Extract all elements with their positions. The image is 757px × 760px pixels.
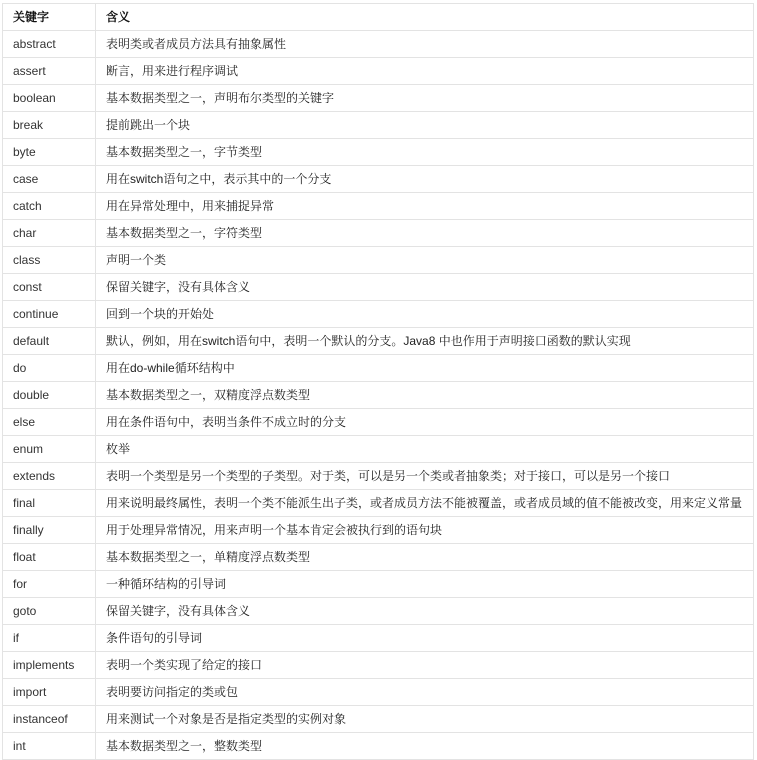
table-row [3, 58, 754, 85]
keyword-cell: extends [3, 463, 96, 490]
table-row [3, 463, 754, 490]
table-row [3, 652, 754, 679]
meaning-cell: 保留关键字，没有具体含义 [96, 598, 754, 625]
keyword-cell: float [3, 544, 96, 571]
keyword-cell: import [3, 679, 96, 706]
table-row [3, 139, 754, 166]
meaning-cell: 基本数据类型之一，字节类型 [96, 139, 754, 166]
meaning-cell: 表明类或者成员方法具有抽象属性 [96, 31, 754, 58]
keyword-cell: else [3, 409, 96, 436]
table-row [3, 328, 754, 355]
keyword-cell: break [3, 112, 96, 139]
keyword-cell: int [3, 733, 96, 760]
keyword-cell: char [3, 220, 96, 247]
meaning-cell: 基本数据类型之一，声明布尔类型的关键字 [96, 85, 754, 112]
meaning-cell: 条件语句的引导词 [96, 625, 754, 652]
meaning-cell: 用来说明最终属性，表明一个类不能派生出子类，或者成员方法不能被覆盖，或者成员域的值不能被改变，用来定义常量 [96, 490, 754, 517]
table-body [3, 31, 754, 760]
table-row [3, 571, 754, 598]
table-row [3, 220, 754, 247]
table-row [3, 247, 754, 274]
meaning-cell: 基本数据类型之一，单精度浮点数类型 [96, 544, 754, 571]
keyword-cell: boolean [3, 85, 96, 112]
table-row [3, 490, 754, 517]
meaning-cell: 表明一个类型是另一个类型的子类型。对于类，可以是另一个类或者抽象类；对于接口，可以是另一个接口 [96, 463, 754, 490]
table-row [3, 544, 754, 571]
table-row [3, 517, 754, 544]
table-row [3, 112, 754, 139]
meaning-cell: 基本数据类型之一，整数类型 [96, 733, 754, 760]
table-row [3, 679, 754, 706]
keyword-cell: abstract [3, 31, 96, 58]
meaning-cell: 用在do-while循环结构中 [96, 355, 754, 382]
keyword-cell: for [3, 571, 96, 598]
meaning-cell: 表明要访问指定的类或包 [96, 679, 754, 706]
meaning-cell: 表明一个类实现了给定的接口 [96, 652, 754, 679]
keyword-cell: goto [3, 598, 96, 625]
keyword-cell: catch [3, 193, 96, 220]
meaning-cell: 枚举 [96, 436, 754, 463]
keyword-cell: default [3, 328, 96, 355]
table-row [3, 301, 754, 328]
meaning-cell: 声明一个类 [96, 247, 754, 274]
meaning-cell: 用来测试一个对象是否是指定类型的实例对象 [96, 706, 754, 733]
meaning-cell: 保留关键字，没有具体含义 [96, 274, 754, 301]
table-row [3, 193, 754, 220]
header-keyword: 关键字 [3, 4, 96, 31]
keyword-cell: const [3, 274, 96, 301]
keyword-cell: enum [3, 436, 96, 463]
meaning-cell: 一种循环结构的引导词 [96, 571, 754, 598]
meaning-cell: 基本数据类型之一，双精度浮点数类型 [96, 382, 754, 409]
keyword-cell: double [3, 382, 96, 409]
meaning-cell: 用于处理异常情况，用来声明一个基本肯定会被执行到的语句块 [96, 517, 754, 544]
meaning-cell: 基本数据类型之一，字符类型 [96, 220, 754, 247]
keyword-cell: final [3, 490, 96, 517]
table-row [3, 355, 754, 382]
table-row [3, 598, 754, 625]
keyword-cell: finally [3, 517, 96, 544]
table-row [3, 166, 754, 193]
table-row [3, 382, 754, 409]
meaning-cell: 用在switch语句之中，表示其中的一个分支 [96, 166, 754, 193]
table-row [3, 706, 754, 733]
keyword-cell: class [3, 247, 96, 274]
meaning-cell: 默认，例如，用在switch语句中，表明一个默认的分支。Java8 中也作用于声明接口函数的默认实现 [96, 328, 754, 355]
keyword-cell: instanceof [3, 706, 96, 733]
table-header-row [3, 4, 754, 31]
meaning-cell: 回到一个块的开始处 [96, 301, 754, 328]
table-row [3, 409, 754, 436]
table-row [3, 436, 754, 463]
java-keywords-table [2, 3, 754, 760]
meaning-cell: 提前跳出一个块 [96, 112, 754, 139]
table-row [3, 274, 754, 301]
table-row [3, 625, 754, 652]
keyword-cell: byte [3, 139, 96, 166]
keyword-cell: assert [3, 58, 96, 85]
keyword-cell: case [3, 166, 96, 193]
keyword-cell: continue [3, 301, 96, 328]
header-meaning: 含义 [96, 4, 754, 31]
table-row [3, 31, 754, 58]
keyword-cell: if [3, 625, 96, 652]
table-row [3, 85, 754, 112]
meaning-cell: 断言，用来进行程序调试 [96, 58, 754, 85]
keyword-cell: implements [3, 652, 96, 679]
meaning-cell: 用在条件语句中，表明当条件不成立时的分支 [96, 409, 754, 436]
keyword-cell: do [3, 355, 96, 382]
meaning-cell: 用在异常处理中，用来捕捉异常 [96, 193, 754, 220]
table-row [3, 733, 754, 760]
